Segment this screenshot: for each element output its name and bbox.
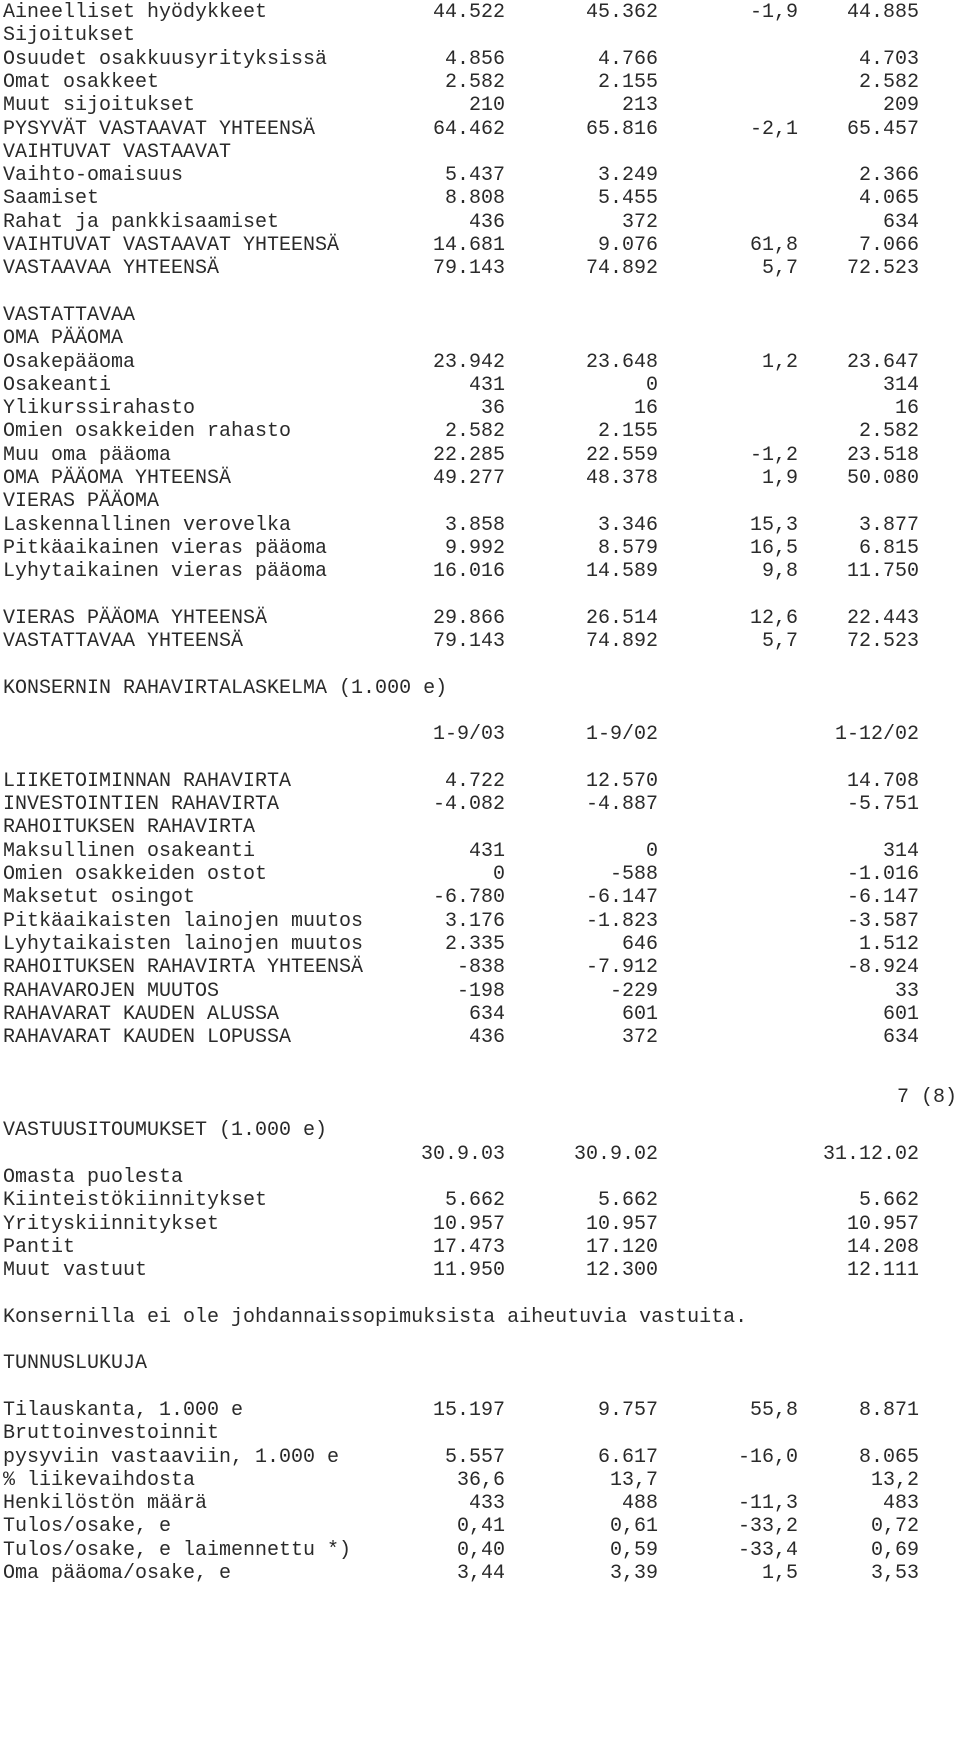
row-label: % liikevaihdosta (3, 1469, 196, 1492)
value-col-2: 0,59 (609, 1539, 658, 1562)
value-col-2: 65.816 (585, 118, 658, 141)
value-col-2: 6.617 (597, 1446, 658, 1469)
value-col-4: 65.457 (846, 118, 919, 141)
row-label: Omat osakkeet (3, 71, 160, 94)
value-col-4: 16 (894, 397, 919, 420)
value-col-4: 483 (882, 1492, 919, 1515)
change-percent: -2,1 (749, 118, 798, 141)
value-col-1: 0,40 (456, 1539, 505, 1562)
value-col-4: 13,2 (870, 1469, 919, 1492)
change-percent: -16,0 (737, 1446, 798, 1469)
value-col-2: 5.662 (597, 1189, 658, 1212)
value-col-1: -4.082 (432, 793, 505, 816)
value-col-2: -229 (609, 980, 658, 1003)
value-col-1: 5.437 (444, 164, 505, 187)
row-label: VAIHTUVAT VASTAAVAT YHTEENSÄ (3, 234, 340, 257)
row-label: Maksullinen osakeanti (3, 840, 256, 863)
row-label: Sijoitukset (3, 24, 136, 47)
value-col-2: -588 (609, 863, 658, 886)
change-percent: -33,2 (737, 1515, 798, 1538)
change-percent: 61,8 (749, 234, 798, 257)
value-col-1: 16.016 (432, 560, 505, 583)
commitments-title: VASTUUSITOUMUKSET (1.000 e) (3, 1119, 328, 1142)
value-col-4: 23.518 (846, 444, 919, 467)
row-label: Muu oma pääoma (3, 444, 172, 467)
value-col-2: 3.346 (597, 514, 658, 537)
change-percent: 55,8 (749, 1399, 798, 1422)
value-col-2: 372 (621, 1026, 658, 1049)
value-col-1: 8.808 (444, 187, 505, 210)
value-col-2: 2.155 (597, 420, 658, 443)
change-percent: 5,7 (761, 257, 798, 280)
page-number-row (0, 1085, 960, 1111)
value-col-1: 2.582 (444, 71, 505, 94)
value-col-1: 634 (468, 1003, 505, 1026)
value-col-2: 646 (621, 933, 658, 956)
period-header: 1-9/03 (432, 723, 505, 746)
row-label: Bruttoinvestoinnit (3, 1422, 220, 1445)
value-col-1: 3,44 (456, 1562, 505, 1585)
key-figure-row (0, 1421, 960, 1447)
cashflow-row (0, 815, 960, 841)
row-label: VASTATTAVAA YHTEENSÄ (3, 630, 244, 653)
value-col-1: 431 (468, 840, 505, 863)
value-col-4: 2.366 (858, 164, 919, 187)
change-percent: 1,9 (761, 467, 798, 490)
date-header: 30.9.02 (573, 1143, 658, 1166)
value-col-2: 26.514 (585, 607, 658, 630)
row-label: Lyhytaikaisten lainojen muutos (3, 933, 364, 956)
value-col-4: 4.065 (858, 187, 919, 210)
value-col-2: 4.766 (597, 48, 658, 71)
value-col-2: 0 (645, 374, 658, 397)
value-col-1: 79.143 (432, 630, 505, 653)
cashflow-row (0, 955, 960, 981)
value-col-2: 9.076 (597, 234, 658, 257)
value-col-4: 634 (882, 211, 919, 234)
row-label: RAHOITUKSEN RAHAVIRTA (3, 816, 256, 839)
value-col-4: 22.443 (846, 607, 919, 630)
value-col-1: 3.176 (444, 910, 505, 933)
balance-asset-row (0, 256, 960, 282)
row-label: Osakepääoma (3, 351, 136, 374)
value-col-2: 45.362 (585, 1, 658, 24)
value-col-4: 33 (894, 980, 919, 1003)
value-col-2: 488 (621, 1492, 658, 1515)
row-label: pysyviin vastaaviin, 1.000 e (3, 1446, 340, 1469)
change-percent: 1,5 (761, 1562, 798, 1585)
key-figure-row (0, 1514, 960, 1540)
row-label: RAHAVAROJEN MUUTOS (3, 980, 220, 1003)
balance-total-row (0, 629, 960, 655)
value-col-1: 29.866 (432, 607, 505, 630)
balance-asset-row (0, 93, 960, 119)
value-col-2: -6.147 (585, 886, 658, 909)
row-label: Omien osakkeiden ostot (3, 863, 268, 886)
value-col-4: 50.080 (846, 467, 919, 490)
row-label: Ylikurssirahasto (3, 397, 196, 420)
change-percent: 1,2 (761, 351, 798, 374)
row-label: VIERAS PÄÄOMA (3, 490, 160, 513)
value-col-4: 72.523 (846, 257, 919, 280)
value-col-1: 64.462 (432, 118, 505, 141)
commitment-row (0, 1258, 960, 1284)
value-col-1: 22.285 (432, 444, 505, 467)
row-label: Saamiset (3, 187, 100, 210)
row-label: RAHAVARAT KAUDEN LOPUSSA (3, 1026, 292, 1049)
value-col-2: -7.912 (585, 956, 658, 979)
value-col-2: 372 (621, 211, 658, 234)
balance-asset-row (0, 186, 960, 212)
row-label: Muut sijoitukset (3, 94, 196, 117)
value-col-4: 634 (882, 1026, 919, 1049)
value-col-2: 16 (633, 397, 658, 420)
value-col-1: 2.335 (444, 933, 505, 956)
value-col-2: -1.823 (585, 910, 658, 933)
value-col-2: 8.579 (597, 537, 658, 560)
row-label: Pitkäaikainen vieras pääoma (3, 537, 328, 560)
commitment-row (0, 1188, 960, 1214)
row-label: LIIKETOIMINNAN RAHAVIRTA (3, 770, 292, 793)
value-col-4: 10.957 (846, 1213, 919, 1236)
change-percent: -1,2 (749, 444, 798, 467)
row-label: Osuudet osakkuusyrityksissä (3, 48, 328, 71)
value-col-2: 0,61 (609, 1515, 658, 1538)
value-col-4: 44.885 (846, 1, 919, 24)
commitments-subheading: Omasta puolesta (3, 1166, 184, 1189)
value-col-1: 3.858 (444, 514, 505, 537)
change-percent: 16,5 (749, 537, 798, 560)
key-figure-row (0, 1561, 960, 1587)
row-label: Muut vastuut (3, 1259, 148, 1282)
row-label: Pantit (3, 1236, 76, 1259)
row-label: RAHOITUKSEN RAHAVIRTA YHTEENSÄ (3, 956, 364, 979)
cashflow-row (0, 885, 960, 911)
row-label: VAIHTUVAT VASTAAVAT (3, 141, 232, 164)
value-col-4: 3,53 (870, 1562, 919, 1585)
value-col-4: 12.111 (846, 1259, 919, 1282)
value-col-1: 36,6 (456, 1469, 505, 1492)
value-col-2: 3,39 (609, 1562, 658, 1585)
value-col-2: 5.455 (597, 187, 658, 210)
value-col-1: 436 (468, 1026, 505, 1049)
commitments-note: Konsernilla ei ole johdannaissopimuksista aiheutuvia vastuita. (3, 1306, 748, 1329)
value-col-1: 14.681 (432, 234, 505, 257)
change-percent: -1,9 (749, 1, 798, 24)
value-col-2: 10.957 (585, 1213, 658, 1236)
value-col-4: 2.582 (858, 71, 919, 94)
row-label: Omien osakkeiden rahasto (3, 420, 292, 443)
value-col-2: 213 (621, 94, 658, 117)
value-col-4: 3.877 (858, 514, 919, 537)
value-col-4: 14.208 (846, 1236, 919, 1259)
change-percent: 15,3 (749, 514, 798, 537)
row-label: Osakeanti (3, 374, 112, 397)
value-col-4: 1.512 (858, 933, 919, 956)
value-col-4: 209 (882, 94, 919, 117)
balance-liability-row (0, 559, 960, 585)
change-percent: 9,8 (761, 560, 798, 583)
value-col-1: 210 (468, 94, 505, 117)
value-col-1: 11.950 (432, 1259, 505, 1282)
row-label: Kiinteistökiinnitykset (3, 1189, 268, 1212)
page-number: 7 (8) (896, 1086, 957, 1109)
value-col-1: 4.856 (444, 48, 505, 71)
value-col-4: -5.751 (846, 793, 919, 816)
value-col-1: 436 (468, 211, 505, 234)
value-col-2: 0 (645, 840, 658, 863)
value-col-2: 12.300 (585, 1259, 658, 1282)
row-label: INVESTOINTIEN RAHAVIRTA (3, 793, 280, 816)
change-percent: 5,7 (761, 630, 798, 653)
row-label: Laskennallinen verovelka (3, 514, 292, 537)
value-col-2: 13,7 (609, 1469, 658, 1492)
balance-liability-row (0, 326, 960, 352)
value-col-4: 7.066 (858, 234, 919, 257)
value-col-2: 3.249 (597, 164, 658, 187)
period-header: 1-12/02 (834, 723, 919, 746)
value-col-4: 0,69 (870, 1539, 919, 1562)
value-col-4: 6.815 (858, 537, 919, 560)
value-col-4: -1.016 (846, 863, 919, 886)
value-col-1: 79.143 (432, 257, 505, 280)
row-label: Tilauskanta, 1.000 e (3, 1399, 244, 1422)
value-col-1: -198 (456, 980, 505, 1003)
value-col-1: 9.992 (444, 537, 505, 560)
value-col-4: -6.147 (846, 886, 919, 909)
value-col-1: 2.582 (444, 420, 505, 443)
value-col-2: -4.887 (585, 793, 658, 816)
value-col-1: 0 (492, 863, 505, 886)
value-col-4: 5.662 (858, 1189, 919, 1212)
value-col-2: 74.892 (585, 630, 658, 653)
value-col-1: 0,41 (456, 1515, 505, 1538)
value-col-4: -3.587 (846, 910, 919, 933)
value-col-4: 314 (882, 374, 919, 397)
value-col-4: 72.523 (846, 630, 919, 653)
balance-asset-row (0, 23, 960, 49)
row-label: Oma pääoma/osake, e (3, 1562, 232, 1585)
value-col-4: 601 (882, 1003, 919, 1026)
value-col-4: 14.708 (846, 770, 919, 793)
value-col-2: 9.757 (597, 1399, 658, 1422)
value-col-1: 17.473 (432, 1236, 505, 1259)
value-col-1: 10.957 (432, 1213, 505, 1236)
value-col-2: 48.378 (585, 467, 658, 490)
value-col-1: 49.277 (432, 467, 505, 490)
change-percent: -11,3 (737, 1492, 798, 1515)
value-col-2: 22.559 (585, 444, 658, 467)
row-label: Aineelliset hyödykkeet (3, 1, 268, 24)
key-figures-title: TUNNUSLUKUJA (3, 1352, 148, 1375)
change-percent: -33,4 (737, 1539, 798, 1562)
value-col-1: 4.722 (444, 770, 505, 793)
value-col-1: -6.780 (432, 886, 505, 909)
row-label: Henkilöstön määrä (3, 1492, 208, 1515)
row-label: OMA PÄÄOMA (3, 327, 124, 350)
value-col-1: 433 (468, 1492, 505, 1515)
section-heading: VASTATTAVAA (3, 304, 136, 327)
value-col-2: 23.648 (585, 351, 658, 374)
value-col-1: 36 (480, 397, 505, 420)
value-col-4: 23.647 (846, 351, 919, 374)
value-col-1: 15.197 (432, 1399, 505, 1422)
date-header: 31.12.02 (822, 1143, 919, 1166)
cashflow-header-row (0, 722, 960, 748)
row-label: OMA PÄÄOMA YHTEENSÄ (3, 467, 232, 490)
value-col-4: 314 (882, 840, 919, 863)
row-label: Pitkäaikaisten lainojen muutos (3, 910, 364, 933)
value-col-2: 12.570 (585, 770, 658, 793)
value-col-2: 2.155 (597, 71, 658, 94)
value-col-4: -8.924 (846, 956, 919, 979)
row-label: PYSYVÄT VASTAAVAT YHTEENSÄ (3, 118, 316, 141)
value-col-4: 11.750 (846, 560, 919, 583)
row-label: Lyhytaikainen vieras pääoma (3, 560, 328, 583)
balance-liability-row (0, 489, 960, 515)
balance-liability-row (0, 419, 960, 445)
value-col-1: 5.557 (444, 1446, 505, 1469)
value-col-1: 23.942 (432, 351, 505, 374)
value-col-2: 14.589 (585, 560, 658, 583)
value-col-4: 2.582 (858, 420, 919, 443)
value-col-1: -838 (456, 956, 505, 979)
value-col-2: 74.892 (585, 257, 658, 280)
row-label: VIERAS PÄÄOMA YHTEENSÄ (3, 607, 268, 630)
row-label: Maksetut osingot (3, 886, 196, 909)
value-col-2: 17.120 (585, 1236, 658, 1259)
cashflow-title: KONSERNIN RAHAVIRTALASKELMA (1.000 e) (3, 677, 448, 700)
row-label: Tulos/osake, e laimennettu *) (3, 1539, 352, 1562)
row-label: Yrityskiinnitykset (3, 1213, 220, 1236)
value-col-1: 431 (468, 374, 505, 397)
value-col-1: 44.522 (432, 1, 505, 24)
value-col-1: 5.662 (444, 1189, 505, 1212)
period-header: 1-9/02 (585, 723, 658, 746)
row-label: Rahat ja pankkisaamiset (3, 211, 280, 234)
value-col-4: 4.703 (858, 48, 919, 71)
value-col-4: 0,72 (870, 1515, 919, 1538)
value-col-2: 601 (621, 1003, 658, 1026)
value-col-4: 8.065 (858, 1446, 919, 1469)
cashflow-row (0, 1025, 960, 1051)
row-label: Vaihto-omaisuus (3, 164, 184, 187)
change-percent: 12,6 (749, 607, 798, 630)
value-col-4: 8.871 (858, 1399, 919, 1422)
date-header: 30.9.03 (420, 1143, 505, 1166)
row-label: RAHAVARAT KAUDEN ALUSSA (3, 1003, 280, 1026)
row-label: VASTAAVAA YHTEENSÄ (3, 257, 220, 280)
row-label: Tulos/osake, e (3, 1515, 172, 1538)
